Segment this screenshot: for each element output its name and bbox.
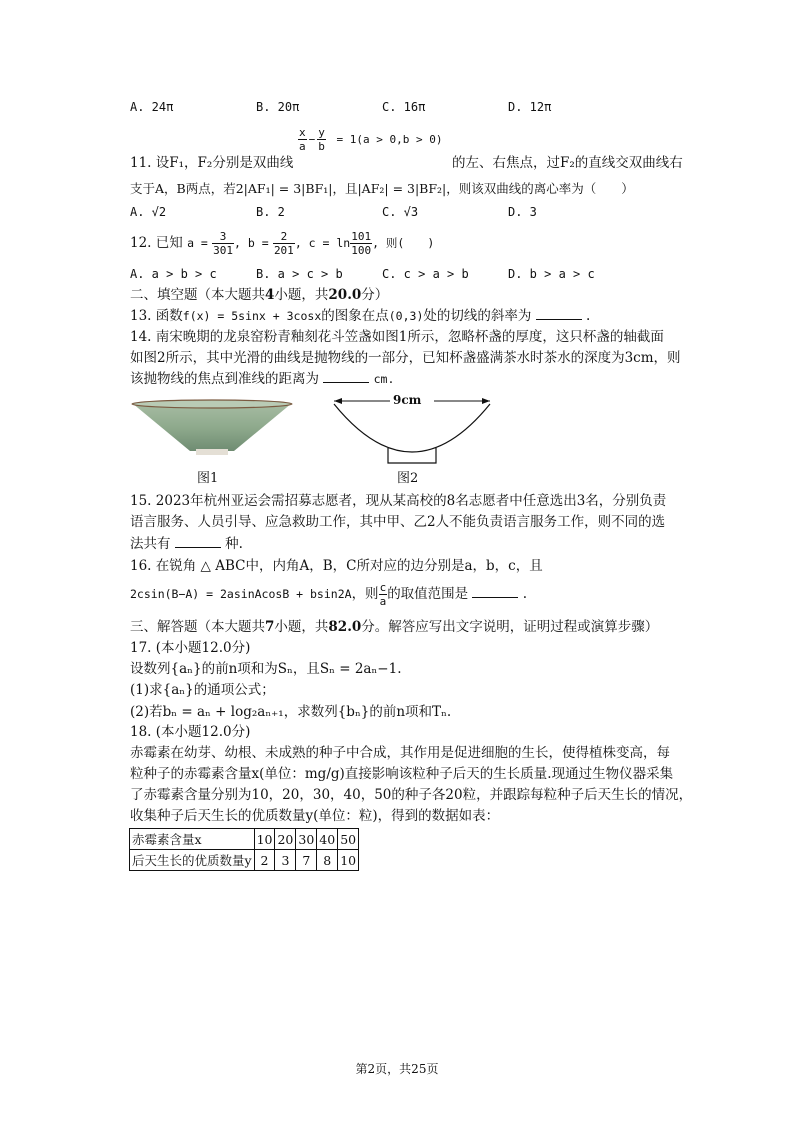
table-cell: 30 — [296, 829, 317, 850]
table-row — [130, 829, 359, 850]
q11-option-c: C. √3 — [382, 205, 419, 219]
table-header-y: 后天生长的优质数量y — [130, 850, 255, 871]
q10-option-c: C. 16π — [382, 100, 426, 114]
q16-line1: 16. 在锐角 △ ABC中，内角A，B，C所对应的边分别是a，b，c，且 — [130, 558, 543, 574]
q11-line1-end: 的左、右焦点，过F₂的直线交双曲线右 — [452, 155, 683, 171]
q12-option-d: D. b > a > c — [508, 267, 595, 281]
q12-c-label: , c = ln — [294, 236, 351, 250]
figure2-width-label: 9cm — [393, 393, 422, 407]
figure1-label: 图1 — [197, 471, 219, 486]
q17-line2: (1)求{aₙ}的通项公式； — [130, 682, 275, 698]
q14-line3: 该抛物线的焦点到准线的距离为 cm. — [130, 371, 395, 387]
q14-line1: 14. 南宋晚期的龙泉窑粉青釉刻花斗笠盏如图1所示，忽略杯盏的厚度，这只杯盏的轴截面 — [130, 329, 664, 345]
figure2-label: 图2 — [397, 471, 419, 486]
figure1-bowl — [130, 393, 294, 465]
q12-a-num: 3 — [212, 230, 234, 244]
q11-option-d: D. 3 — [508, 205, 537, 219]
q11-hyperbola-equation: $\frac{x}{a}$ − $\frac{y}{b}$ = 1(a > 0,b > 0) — [299, 126, 443, 153]
q11-num-x: x — [299, 126, 306, 139]
q12-b-den: 201 — [273, 244, 294, 257]
q13-line: 13. 函数f(x) = 5sinx + 3cosx的图象在点(0,3)处的切线的斜率为 . — [130, 308, 591, 324]
q13-answer-blank — [536, 307, 582, 320]
q12-option-c: C. c > a > b — [382, 267, 469, 281]
q12-a-den: 301 — [213, 244, 234, 257]
q10-option-b: B. 20π — [256, 100, 300, 114]
q17-line1: 设数列{aₙ}的前n项和为Sₙ，且Sₙ = 2aₙ−1. — [130, 661, 402, 677]
q12-b-label: , b = — [234, 236, 269, 250]
q15-line1: 15. 2023年杭州亚运会需招募志愿者，现从某高校的8名志愿者中任意选出3名，分别负责 — [130, 493, 667, 509]
q11-option-b: B. 2 — [256, 205, 285, 219]
q12-b-num: 2 — [273, 230, 295, 244]
q12-option-b: B. a > c > b — [256, 267, 343, 281]
q12-suffix: , 则( ) — [372, 236, 435, 250]
table-row — [130, 850, 359, 871]
table-cell: 8 — [317, 850, 338, 871]
table-cell: 7 — [296, 850, 317, 871]
q18-line4: 收集种子后天生长的优质数量y(单位：粒)，得到的数据如表： — [130, 808, 500, 824]
table-cell: 2 — [254, 850, 275, 871]
table-cell: 3 — [275, 850, 296, 871]
q18-data-table — [129, 828, 359, 871]
q12-c-den: 100 — [351, 244, 372, 257]
q12-option-a: A. a > b > c — [130, 267, 217, 281]
q16-line2: 2csin(B−A) = 2asinAcosB + bsin2A，则 $\frac{c}{a}$ 的取值范围是 . — [130, 581, 528, 608]
q15-answer-blank — [175, 535, 221, 548]
q16-answer-blank — [472, 585, 518, 598]
q11-line2: 支于A，B两点，若2|AF₁| = 3|BF₁|，且|AF₂| = 3|BF₂|，则该双曲线的离心率为（ ） — [130, 181, 634, 196]
q12-line — [130, 228, 434, 258]
page-footer: 第2页，共25页 — [355, 1062, 439, 1076]
q18-head: 18. (本小题12.0分) — [130, 724, 251, 740]
q12-prefix: 12. 已知 — [130, 235, 183, 251]
q17-head: 17. (本小题12.0分) — [130, 640, 251, 656]
q11-num-y: y — [318, 126, 325, 139]
q15-line3: 法共有 种. — [130, 536, 243, 552]
q11-eq-rest: = 1(a > 0,b > 0) — [336, 133, 443, 146]
q17-line3: (2)若bₙ = aₙ + log₂aₙ₊₁，求数列{bₙ}的前n项和Tₙ. — [130, 704, 452, 720]
table-cell: 10 — [338, 850, 359, 871]
q14-answer-blank — [323, 370, 369, 383]
q12-c-num: 101 — [351, 230, 372, 243]
table-header-x: 赤霉素含量x — [130, 829, 255, 850]
q18-line3: 了赤霉素含量分别为10，20，30，40，50的种子各20粒，并跟踪每粒种子后天生长的情况， — [130, 787, 693, 803]
q15-line2: 语言服务、人员引导、应急救助工作，其中甲、乙2人不能负责语言服务工作，则不同的选 — [130, 514, 666, 530]
q11-den-b: b — [318, 140, 325, 153]
q14-line2: 如图2所示，其中光滑的曲线是抛物线的一部分，已知杯盏盛满茶水时茶水的深度为3cm，则 — [130, 350, 681, 366]
q11-option-a: A. √2 — [130, 205, 167, 219]
table-cell: 20 — [275, 829, 296, 850]
table-cell: 10 — [254, 829, 275, 850]
q12-a-label: a = — [187, 236, 208, 250]
section2-title: 二、填空题（本大题共4小题，共20.0分） — [130, 287, 389, 303]
q18-line1: 赤霉素在幼芽、幼根、未成熟的种子中合成，其作用是促进细胞的生长，使得植株变高，每 — [130, 745, 670, 761]
table-cell: 40 — [317, 829, 338, 850]
table-cell: 50 — [338, 829, 359, 850]
q11-den-a: a — [299, 140, 306, 153]
q11-line1-start: 11. 设F₁，F₂分别是双曲线 — [130, 155, 294, 171]
q10-option-d: D. 12π — [508, 100, 552, 114]
q18-line2: 粒种子的赤霉素含量x(单位：mg/g)直接影响该粒种子后天的生长质量.现通过生物仪器采集 — [130, 766, 674, 782]
q10-option-a: A. 24π — [130, 100, 174, 114]
section3-title: 三、解答题（本大题共7小题，共82.0分。解答应写出文字说明，证明过程或演算步骤） — [130, 619, 659, 635]
